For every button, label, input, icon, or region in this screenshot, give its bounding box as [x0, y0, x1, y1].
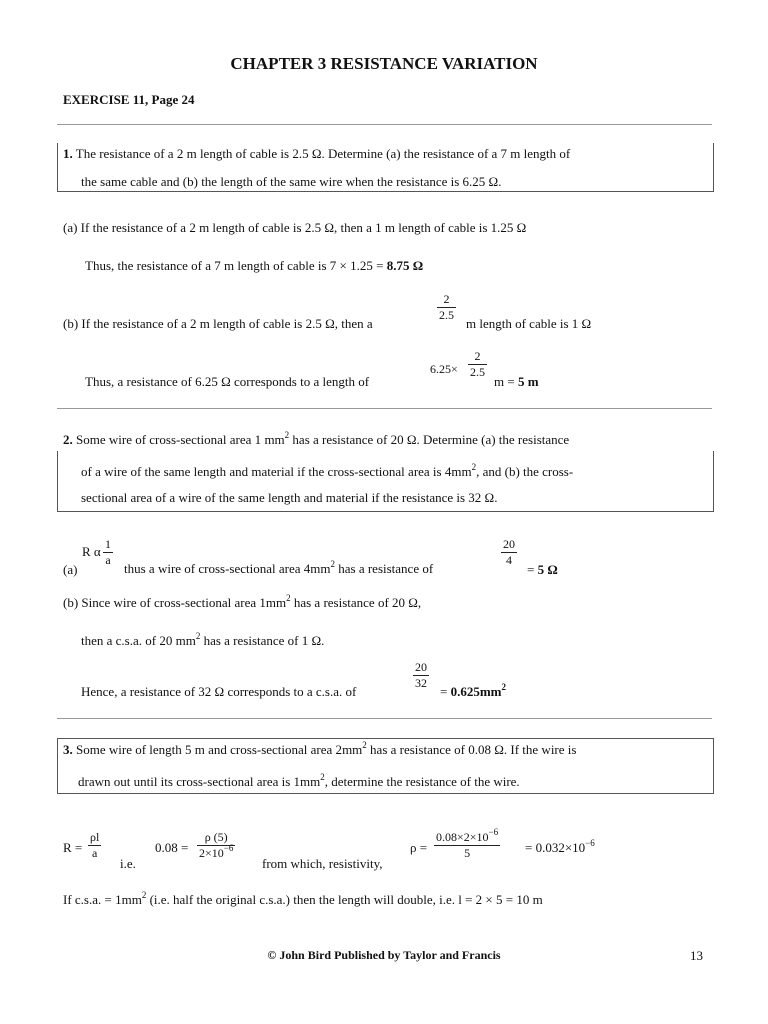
resistivity-lhs: ρ =	[410, 840, 428, 855]
fraction: $\frac{1}{a}$	[105, 537, 111, 567]
fraction: $\frac{20}{32}$	[415, 660, 427, 690]
answer-1b-line-post: m length of cable is 1 Ω	[466, 316, 592, 331]
exercise-heading: EXERCISE 11, Page 24	[63, 92, 195, 107]
question-number: 1.	[63, 146, 73, 161]
divider	[57, 124, 712, 125]
question-3-line-2: drawn out until its cross-sectional area is $1mm^2$, determine the resistance of the wire.	[78, 772, 520, 789]
answer-2a-result: = 5 Ω	[527, 562, 558, 577]
question-number: 2.	[63, 432, 73, 447]
page-number: 13	[690, 948, 703, 963]
coefficient: 6.25×	[430, 362, 458, 376]
fraction: $\frac{2}{2.5}$	[439, 292, 454, 322]
answer-2b-result: = $0.625mm^2$	[440, 682, 507, 699]
divider	[57, 718, 712, 719]
divider	[57, 408, 712, 409]
answer-1b-line-pre: (b) If the resistance of a 2 m length of cable is 2.5 Ω, then a	[63, 316, 373, 331]
fraction: $\frac{20}{4}$	[503, 537, 515, 567]
equation-lhs: 0.08 =	[155, 840, 189, 855]
resistance-formula: R =	[63, 840, 83, 855]
from-which-text: from which, resistivity,	[262, 856, 383, 871]
fraction: $\frac{\rho (5)}{2\times 10^{-6}}$	[199, 830, 234, 860]
resistivity-result: = $0.032\times 10^{-6}$	[525, 838, 595, 855]
question-1-line-2: the same cable and (b) the length of the same wire when the resistance is 6.25 Ω.	[81, 174, 502, 189]
answer-2b-then: then a c.s.a. of 20 $mm^2$ has a resistance of 1 Ω.	[81, 631, 325, 648]
question-2-line-3: sectional area of a wire of the same length and material if the resistance is 32 Ω.	[81, 490, 498, 505]
ie-text: i.e.	[120, 856, 136, 871]
answer-2b-line: (b) Since wire of cross-sectional area $1mm^2$ has a resistance of 20 Ω,	[63, 593, 422, 610]
question-3-line-1: 3. Some wire of length 5 m and cross-sectional area $2mm^2$ has a resistance of 0.08 Ω. If the wire is	[63, 740, 577, 757]
proportional-symbol: R α	[82, 544, 101, 559]
fraction: $\frac{2}{2.5}$	[470, 349, 485, 379]
question-1-line-1: 1. The resistance of a 2 m length of cable is 2.5 Ω. Determine (a) the resistance of a 7 m length of	[63, 146, 571, 161]
question-2-line-2: of a wire of the same length and material if the cross-sectional area is $4mm^2$, and (b) the cross-	[81, 462, 574, 479]
answer-1a-result: Thus, the resistance of a 7 m length of cable is 7 × 1.25 = 8.75 Ω	[85, 258, 424, 273]
answer-1b-result: m = 5 m	[494, 374, 539, 389]
footer-copyright: © John Bird Published by Taylor and Francis	[267, 948, 501, 962]
question-2-line-1: 2. Some wire of cross-sectional area 1 $mm^2$ has a resistance of 20 Ω. Determine (a) the resistance	[63, 430, 570, 447]
fraction: $\frac{0.08\times 2\times 10^{-6}}{5}$	[436, 827, 499, 860]
question-number: 3.	[63, 742, 73, 757]
answer-2a-label: (a)	[63, 562, 78, 577]
chapter-title: CHAPTER 3 RESISTANCE VARIATION	[230, 54, 538, 73]
answer-1a-line: (a) If the resistance of a 2 m length of cable is 2.5 Ω, then a 1 m length of cable is 1.25 Ω	[63, 220, 527, 235]
answer-2a-text: thus a wire of cross-sectional area $4mm^2$ has a resistance of	[124, 559, 434, 576]
answer-2b-hence: Hence, a resistance of 32 Ω corresponds to a c.s.a. of	[81, 684, 357, 699]
csa-line: If c.s.a. = $1mm^2$ (i.e. half the original c.s.a.) then the length will double, i.e. l = 2 × 5 = 10 m	[63, 890, 543, 907]
answer-1b-result-text: Thus, a resistance of 6.25 Ω corresponds to a length of	[85, 374, 370, 389]
fraction: $\frac{\rho l}{a}$	[90, 830, 100, 860]
